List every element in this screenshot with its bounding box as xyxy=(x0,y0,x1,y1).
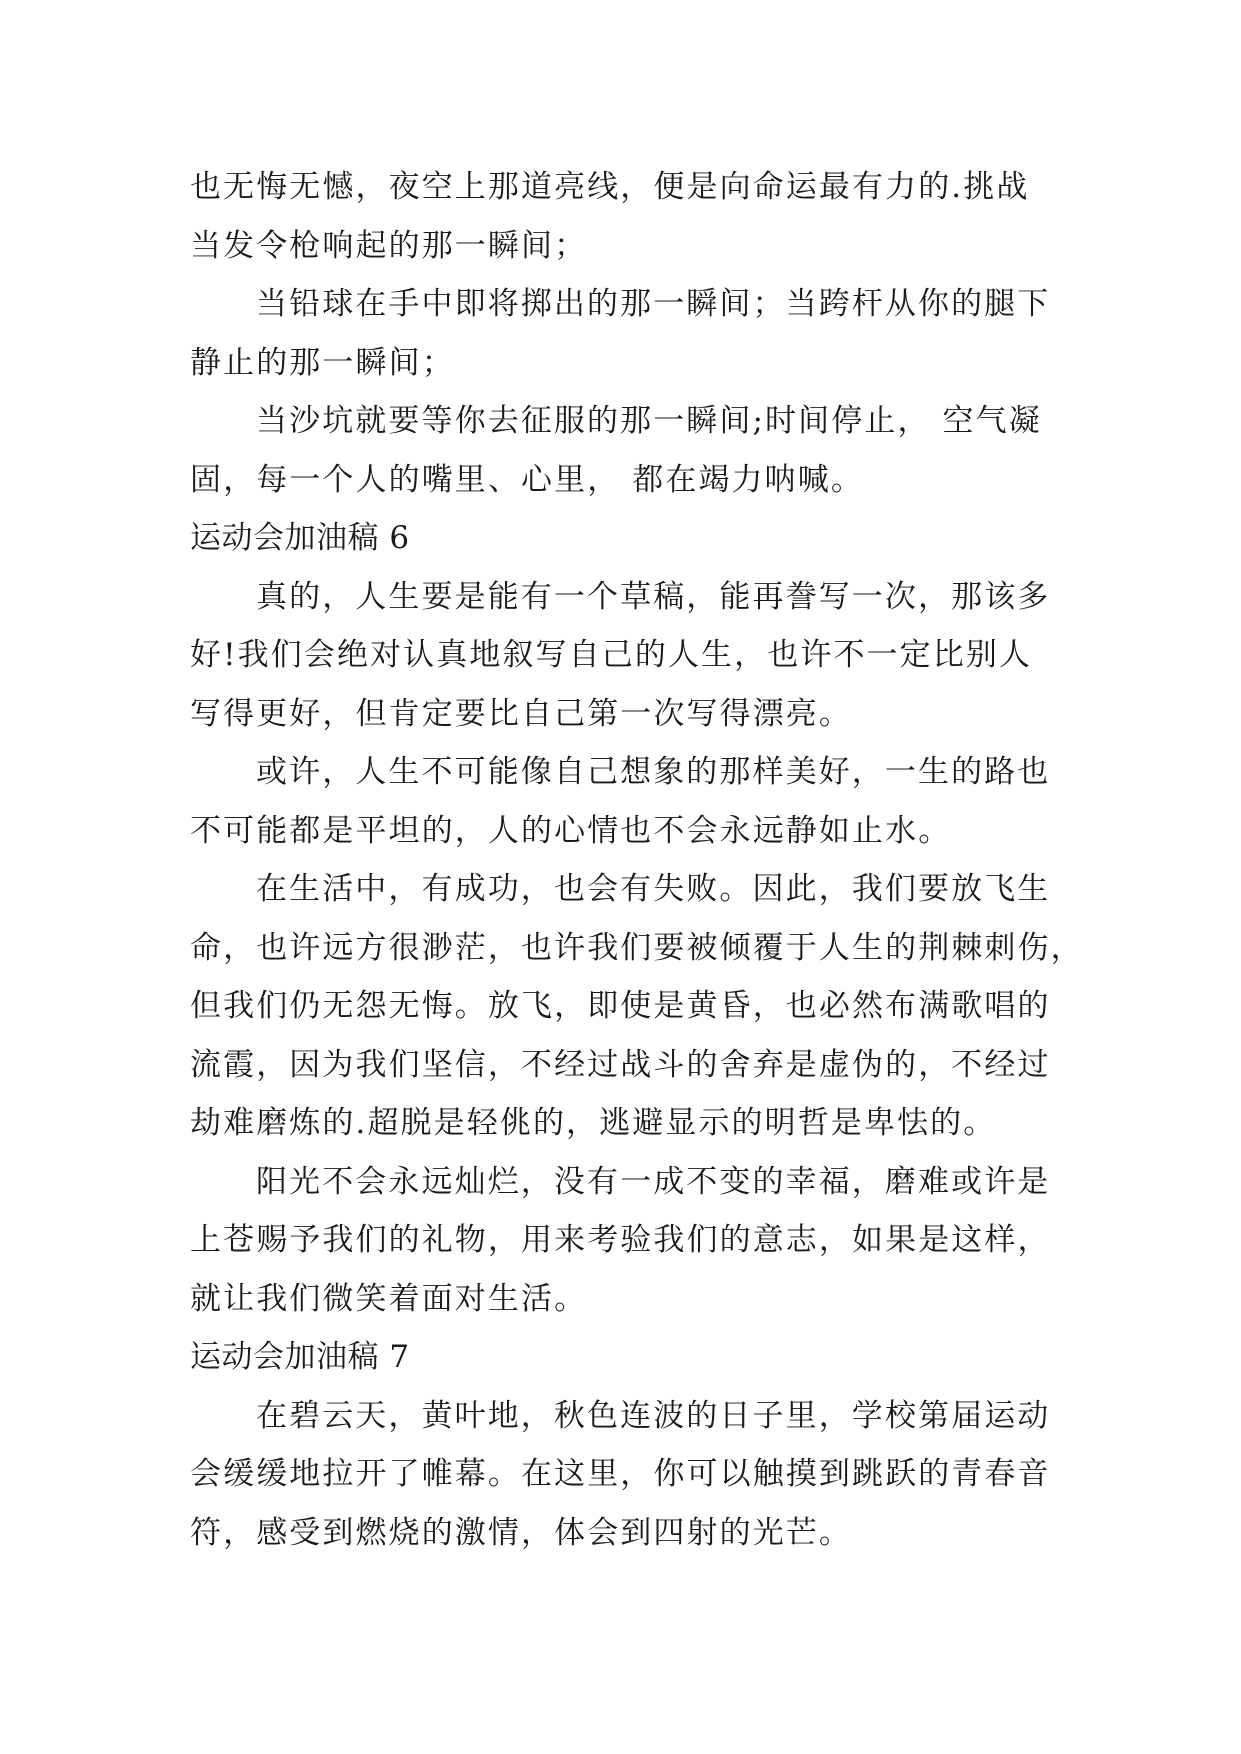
paragraph xyxy=(190,1387,1070,1563)
paragraph xyxy=(190,275,1070,392)
text-line: 就让我们微笑着面对生活。 xyxy=(190,1280,588,1317)
section-heading: 运动会加油稿 7 xyxy=(190,1339,410,1375)
text-line: 劫难磨炼的.超脱是轻佻的，逃避显示的明哲是卑怯的。 xyxy=(190,1105,997,1141)
text-line: 阳光不会永远灿烂，没有一成不变的幸福，磨难或许是 xyxy=(256,1163,1051,1200)
text-line: 上苍赐予我们的礼物，用来考验我们的意志，如果是这样， xyxy=(190,1222,1051,1258)
text-line: 写得更好，但肯定要比自己第一次写得漂亮。 xyxy=(190,695,852,732)
section-heading: 运动会加油稿 6 xyxy=(190,520,410,556)
text-line: 也无悔无憾，夜空上那道亮线，便是向命运最有力的.挑战 xyxy=(190,169,1030,205)
paragraph xyxy=(190,392,1070,509)
paragraph xyxy=(190,860,1084,1153)
text-line: 流霞，因为我们坚信，不经过战斗的舍弃是虚伪的，不经过 xyxy=(190,1046,1051,1083)
paragraph xyxy=(190,743,1070,860)
text-line: 不可能都是平坦的，人的心情也不会永远静如止水。 xyxy=(190,812,952,849)
text-line: 符，感受到燃烧的激情，体会到四射的光芒。 xyxy=(190,1514,852,1551)
text-line: 会缓缓地拉开了帷幕。在这里，你可以触摸到跳跃的青春音 xyxy=(190,1456,1051,1492)
paragraph xyxy=(190,568,1070,744)
text-line: 固，每一个人的嘴里、心里， 都在竭力呐喊。 xyxy=(190,461,864,498)
text-line: 或许，人生不可能像自己想象的那样美好，一生的路也 xyxy=(256,754,1051,790)
text-line: 在碧云天，黄叶地，秋色连波的日子里，学校第届运动 xyxy=(256,1397,1051,1434)
text-line: 当铅球在手中即将掷出的那一瞬间；当跨杆从你的腿下 xyxy=(256,286,1051,322)
text-line: 当沙坑就要等你去征服的那一瞬间;时间停止， 空气凝 xyxy=(256,403,1042,439)
text-line: 命，也许远方很渺茫，也许我们要被倾覆于人生的荆棘刺伤， xyxy=(190,929,1084,966)
text-line: 真的，人生要是能有一个草稿，能再誊写一次，那该多 xyxy=(256,578,1051,615)
document-page xyxy=(190,158,1084,1562)
text-line: 好!我们会绝对认真地叙写自己的人生，也许不一定比别人 xyxy=(190,637,1033,673)
paragraph xyxy=(190,1153,1070,1329)
paragraph xyxy=(190,158,1070,275)
text-line: 在生活中，有成功，也会有失败。因此，我们要放飞生 xyxy=(256,871,1051,907)
text-line: 静止的那一瞬间； xyxy=(190,344,455,381)
text-line: 但我们仍无怨无悔。放飞，即使是黄昏，也必然布满歌唱的 xyxy=(190,988,1051,1024)
text-line: 当发令枪响起的那一瞬间； xyxy=(190,227,588,264)
